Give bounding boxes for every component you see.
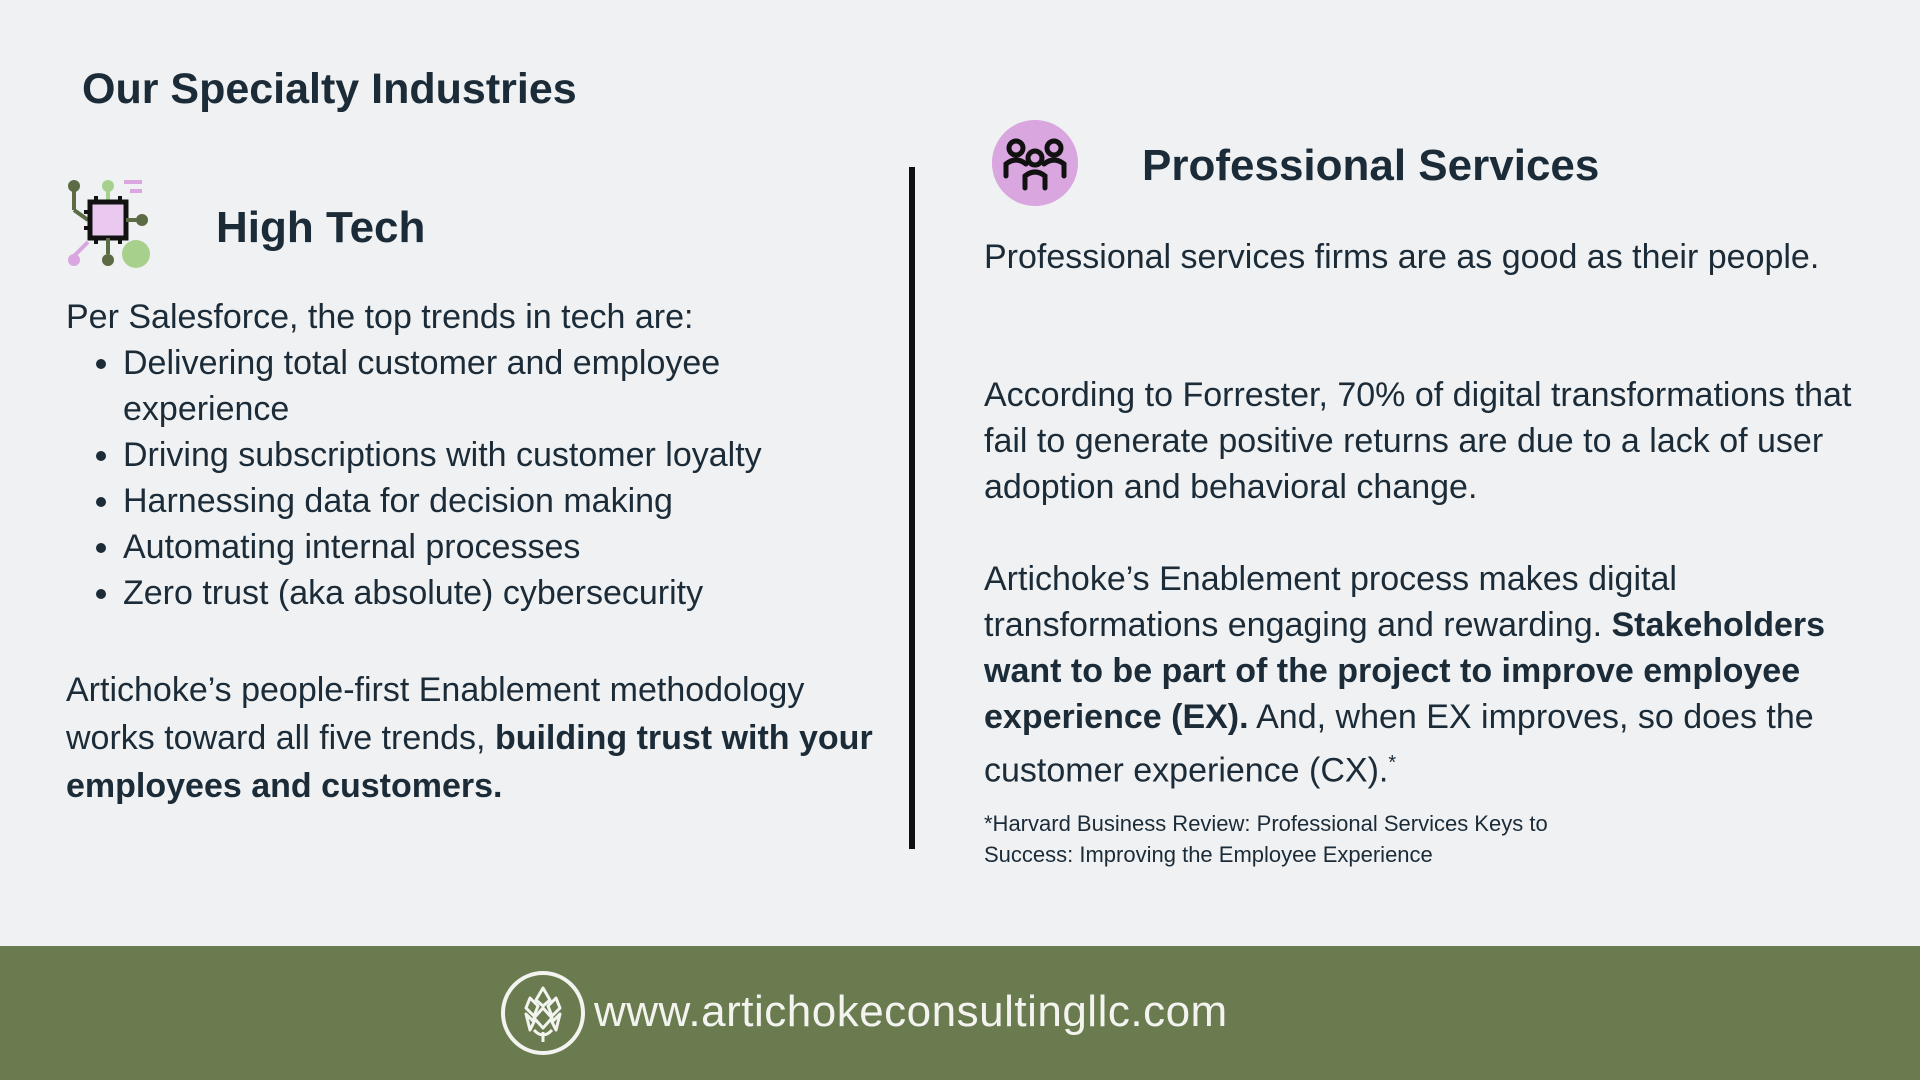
ps-paragraph-3-tail: And, when EX improves, so does the customer experience (CX). (984, 698, 1814, 790)
footnote: *Harvard Business Review: Professional Services Keys to Success: Improving the Employee Experience (984, 811, 1548, 867)
high-tech-intro: Per Salesforce, the top trends in tech are: (66, 298, 694, 336)
website-url: www.artichokeconsultingllc.com (594, 987, 1228, 1036)
list-item: • Delivering total customer and employee experience (123, 340, 883, 432)
footnote-marker: * (1388, 752, 1397, 774)
people-group-icon (992, 120, 1078, 206)
closing-text: Artichoke’s people-first Enablement methodology works toward all five trends, (66, 671, 805, 757)
page-title: Our Specialty Industries (82, 65, 577, 113)
trends-list (66, 340, 883, 616)
circuit-chip-icon (66, 176, 154, 272)
ps-paragraph-3-emphasis: Stakeholders want to be part of the project to improve employee experience (EX). (984, 606, 1826, 736)
high-tech-closing (66, 666, 886, 810)
high-tech-heading: High Tech (216, 203, 426, 252)
footer-bar (0, 946, 1920, 1080)
list-item: • Driving subscriptions with customer loyalty (123, 432, 883, 478)
ps-paragraph-3-text: Artichoke’s Enablement process makes digital transformations engaging and rewarding. (984, 560, 1677, 644)
ps-paragraph-2: According to Forrester, 70% of digital transformations that fail to generate positive returns are due to a lack of user adoption and behavioral change. (984, 376, 1852, 506)
artichoke-logo-icon (500, 970, 586, 1056)
column-divider (909, 167, 915, 849)
professional-services-heading: Professional Services (1142, 141, 1600, 190)
ps-paragraph-3 (984, 556, 1864, 793)
list-item: • Automating internal processes (123, 524, 883, 570)
list-item: • Harnessing data for decision making (123, 478, 883, 524)
closing-emphasis: building trust with your employees and customers. (66, 719, 873, 805)
ps-paragraph-1: Professional services firms are as good as their people. (984, 238, 1820, 276)
list-item: • Zero trust (aka absolute) cybersecurity (123, 570, 883, 616)
